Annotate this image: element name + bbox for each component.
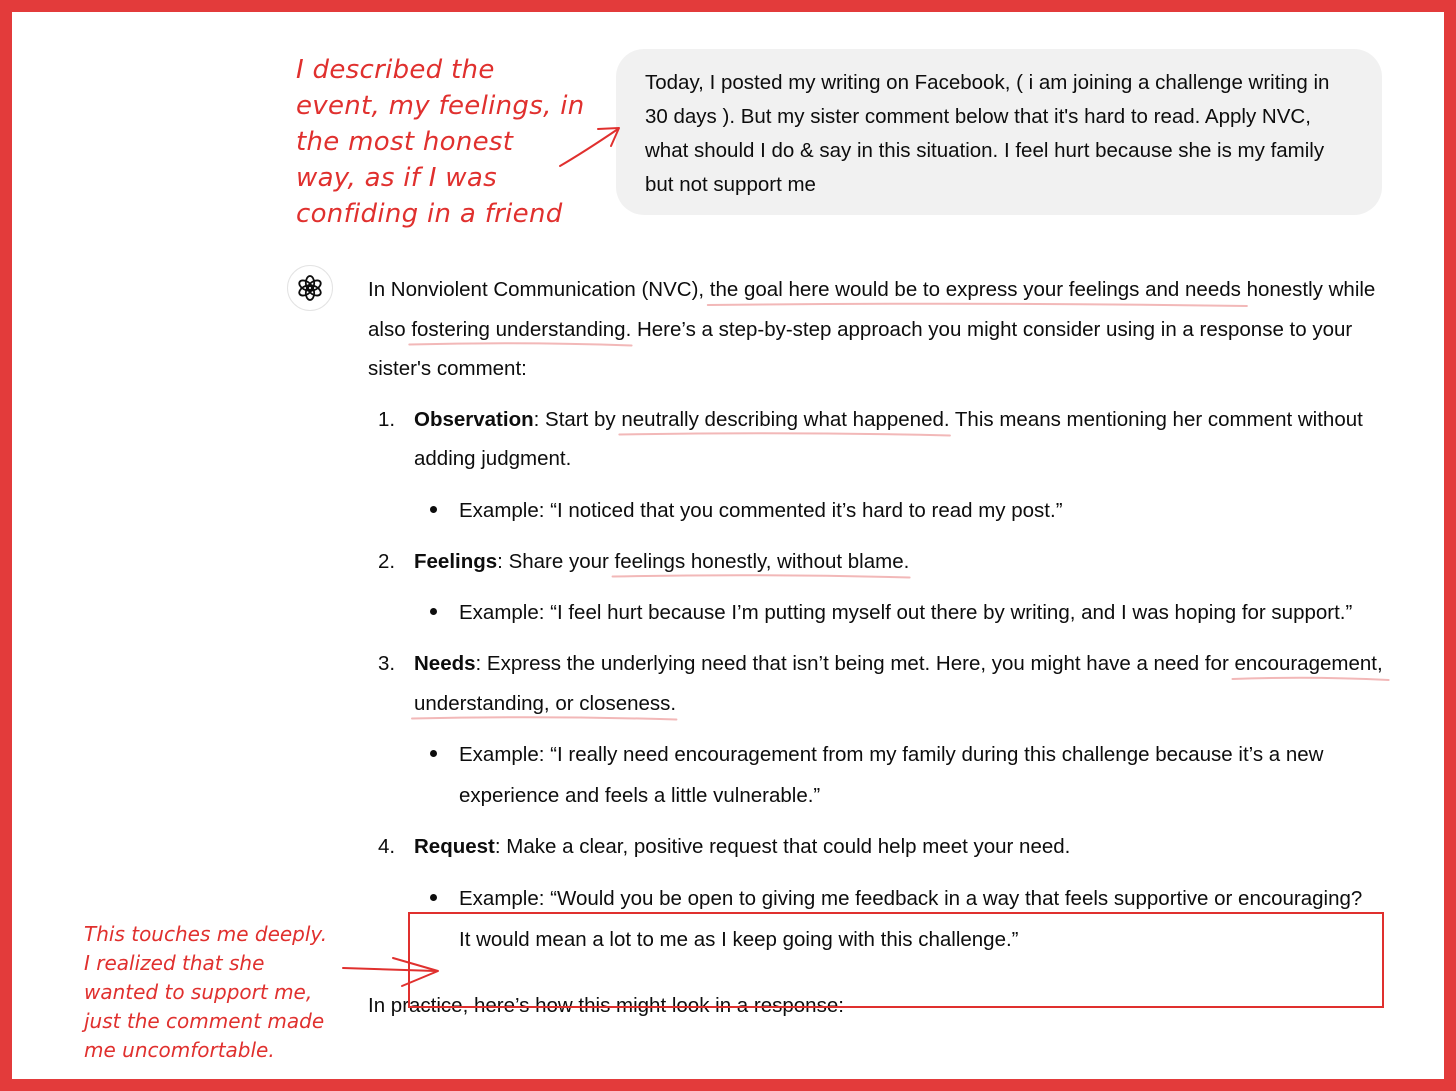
- example-text: Example: “I really need encouragement from my family during this challenge because it’s a new experience and feels a little vulnerable.”: [459, 743, 1324, 807]
- highlight-observation: neutrally describing what happened: [621, 407, 944, 431]
- example-needs: [368, 734, 1378, 816]
- openai-logo-icon-svg: [296, 274, 324, 302]
- step-title: Request: [414, 835, 495, 858]
- step-observation: [368, 400, 1388, 479]
- bullet: [430, 894, 437, 901]
- step-text: : Start by: [533, 407, 622, 431]
- step-needs: [368, 644, 1388, 723]
- intro-text-3: . Here’s a step-by-step approach you might consider using in a response to your sister's comment:: [368, 317, 1353, 380]
- step-number: 3.: [378, 652, 396, 675]
- annotation-note-bottom: This touches me deeply. I realized that she wanted to support me, just the comment made me uncomfortable.: [84, 922, 328, 1062]
- user-message-bubble: [616, 49, 1382, 215]
- intro-text: In Nonviolent Communication (NVC),: [368, 278, 710, 301]
- nvc-steps-list: [368, 400, 1388, 960]
- step-text-after: . This means mentioning her comment without adding judgment.: [414, 407, 1363, 470]
- step-text-after: .: [903, 549, 910, 573]
- bullet: [430, 608, 437, 615]
- step-text: : Express the underlying need that isn’t being met. Here, you might have a need for: [475, 652, 1235, 675]
- annotation-note-top: I described the event, my feelings, in the most honest way, as if I was confiding in a friend: [296, 55, 585, 229]
- highlight-needs: encouragement, understanding, or closeness: [414, 652, 1383, 715]
- intro-text-2: honestly while also: [368, 278, 1376, 341]
- response-closing: In practice, here’s how this might look in a response:: [368, 993, 844, 1017]
- example-text: Example: “I feel hurt because I’m putting myself out there by writing, and I was hoping for support.”: [459, 601, 1353, 624]
- response-intro: [368, 270, 1388, 389]
- example-observation: [368, 490, 1378, 531]
- user-message-text: Today, I posted my writing on Facebook, ( i am joining a challenge writing in 30 days ). But my sister comment below that it's hard to read. Apply NVC, what should I do & say in this situation. I feel hurt because she is my family but not support me: [645, 71, 1330, 196]
- bullet: [430, 506, 437, 513]
- step-text-after: .: [670, 691, 677, 715]
- step-title: Observation: [414, 407, 534, 431]
- openai-logo-icon: [287, 265, 333, 311]
- screenshot-frame: [12, 12, 1444, 1079]
- step-feelings: [368, 542, 1388, 582]
- example-text: Example: “Would you be open to giving me feedback in a way that feels supportive or encouraging? It would mean a lot to me as I keep going with this challenge.”: [459, 886, 1363, 951]
- step-title: Feelings: [414, 549, 498, 573]
- step-request: [368, 827, 1388, 867]
- highlight-goal: the goal here would be to express your feelings and needs: [709, 278, 1241, 301]
- step-text: : Share your: [497, 549, 615, 573]
- example-feelings: [368, 592, 1378, 633]
- example-text: Example: “I noticed that you commented it’s hard to read my post.”: [459, 498, 1063, 522]
- highlight-feelings: feelings honestly, without blame: [614, 549, 904, 573]
- step-number: 2.: [378, 549, 396, 573]
- step-number: 4.: [378, 835, 396, 858]
- highlight-fostering: fostering understanding: [411, 317, 626, 341]
- step-title: Needs: [414, 652, 476, 675]
- step-text: : Make a clear, positive request that could help meet your need.: [494, 835, 1071, 858]
- bullet: [430, 750, 437, 757]
- highlight-box-request-example: [408, 912, 1384, 1008]
- step-number: 1.: [378, 407, 396, 431]
